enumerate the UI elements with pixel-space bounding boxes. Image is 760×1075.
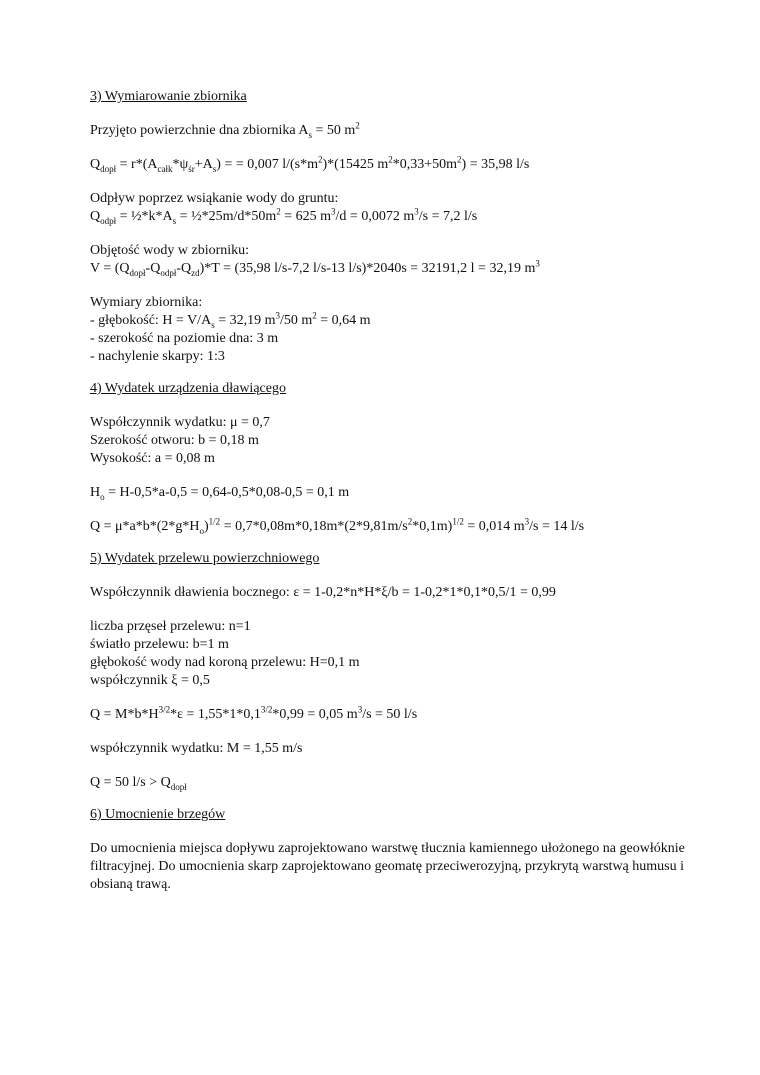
volume-title: Objętość wody w zbiorniku: [90, 243, 250, 258]
section-6-heading: 6) Umocnienie brzegów [90, 807, 226, 822]
side-contraction-formula: Współczynnik dławienia bocznego: ε = 1-0,2*n*H*ξ/b = 1-0,2*1*0,1*0,5/1 = 0,99 [90, 585, 556, 600]
section-4-heading: 4) Wydatek urządzenia dławiącego [90, 381, 286, 396]
dimensions-title: Wymiary zbiornika: [90, 295, 203, 310]
inflow-formula: $Q_{dopł} = r*(A_{całk}*\psi_{śr}+A_s)$ = = 0,007 $l/(s*m^2)*(15425$ $m^2*0,33+50m^2) = 35,98$ l/s [90, 154, 530, 174]
span-count: liczba przęseł przelewu: n=1 [90, 619, 251, 634]
opening-width: Szerokość otworu: b = 0,18 m [90, 433, 259, 448]
dimension-depth: - głębokość: $H = V/A_s = 32,19$ $m^3/50$ $m^2 = 0,64$ m [90, 310, 371, 330]
weir-width: światło przelewu: b=1 m [90, 637, 229, 652]
bank-protection-text: Do umocnienia miejsca dopływu zaprojektowano warstwę tłucznia kamiennego ułożonego na geowłóknie filtracyjnej. Do umocnienia skarp zaprojektowano geomatę przeciwerozyjną, przykrytą warstwą humusu i obsianą trawą. [90, 841, 685, 892]
outflow-formula: $Q_{odpł}$ = $\frac{1}{2}*k*A_s$ = $\frac{1}{2}*25m/d*50m^2 = 625$ $m^3/d = 0,0072$ $m^3/s = 7,2$ l/s [90, 206, 478, 226]
discharge-comparison: Q = 50 $l/s > Q_{dopł}$ [90, 775, 187, 792]
discharge-coefficient: Współczynnik wydatku: μ = 0,7 [90, 415, 270, 430]
opening-height: Wysokość: a = 0,08 m [90, 451, 215, 466]
weir-coefficient: współczynnik wydatku: M = 1,55 m/s [90, 741, 303, 756]
orifice-discharge-formula: $Q = \mu*a*b*(2*g*H_o)^{1/2} = 0,7*0,08m*0,18m*(2*9,81m/s^2*0,1m)^{1/2} = 0,014$ $m^3/s = 14$ l/s [90, 516, 585, 536]
dimension-slope: - nachylenie skarpy: 1:3 [90, 349, 225, 364]
volume-formula: $V = (Q_{dopł}-Q_{odpł}-Q_{zd})*T = (35,98$ l/s-7,2 l/s-13 l/s)*2040s = 32191,2 l = 32,19 $m^3$ [90, 258, 540, 278]
water-depth: głębokość wody nad koroną przelewu: H=0,1 m [90, 655, 360, 670]
weir-discharge-formula: $Q = M*b*H^{3/2}*\varepsilon = 1,55*1*0,1^{3/2}*0,99 = 0,05$ $m^3/s = 50$ l/s [90, 704, 418, 722]
bottom-area-line: Przyjęto powierzchnie dna zbiornika $A_s = 50$ $m^2$ [90, 120, 360, 140]
document-page [90, 88, 690, 894]
xi-coefficient: współczynnik ξ = 0,5 [90, 673, 210, 688]
outflow-title: Odpływ poprzez wsiąkanie wody do gruntu: [90, 191, 339, 206]
dimension-width: - szerokość na poziomie dna: 3 m [90, 331, 279, 346]
section-5-heading: 5) Wydatek przelewu powierzchniowego [90, 551, 320, 566]
section-3-heading: 3) Wymiarowanie zbiornika [90, 89, 247, 104]
head-formula: $H_o = H-0,5*a-0,5 = 0,64-0,5*0,08-0,5 = 0,1$ m [90, 485, 350, 502]
